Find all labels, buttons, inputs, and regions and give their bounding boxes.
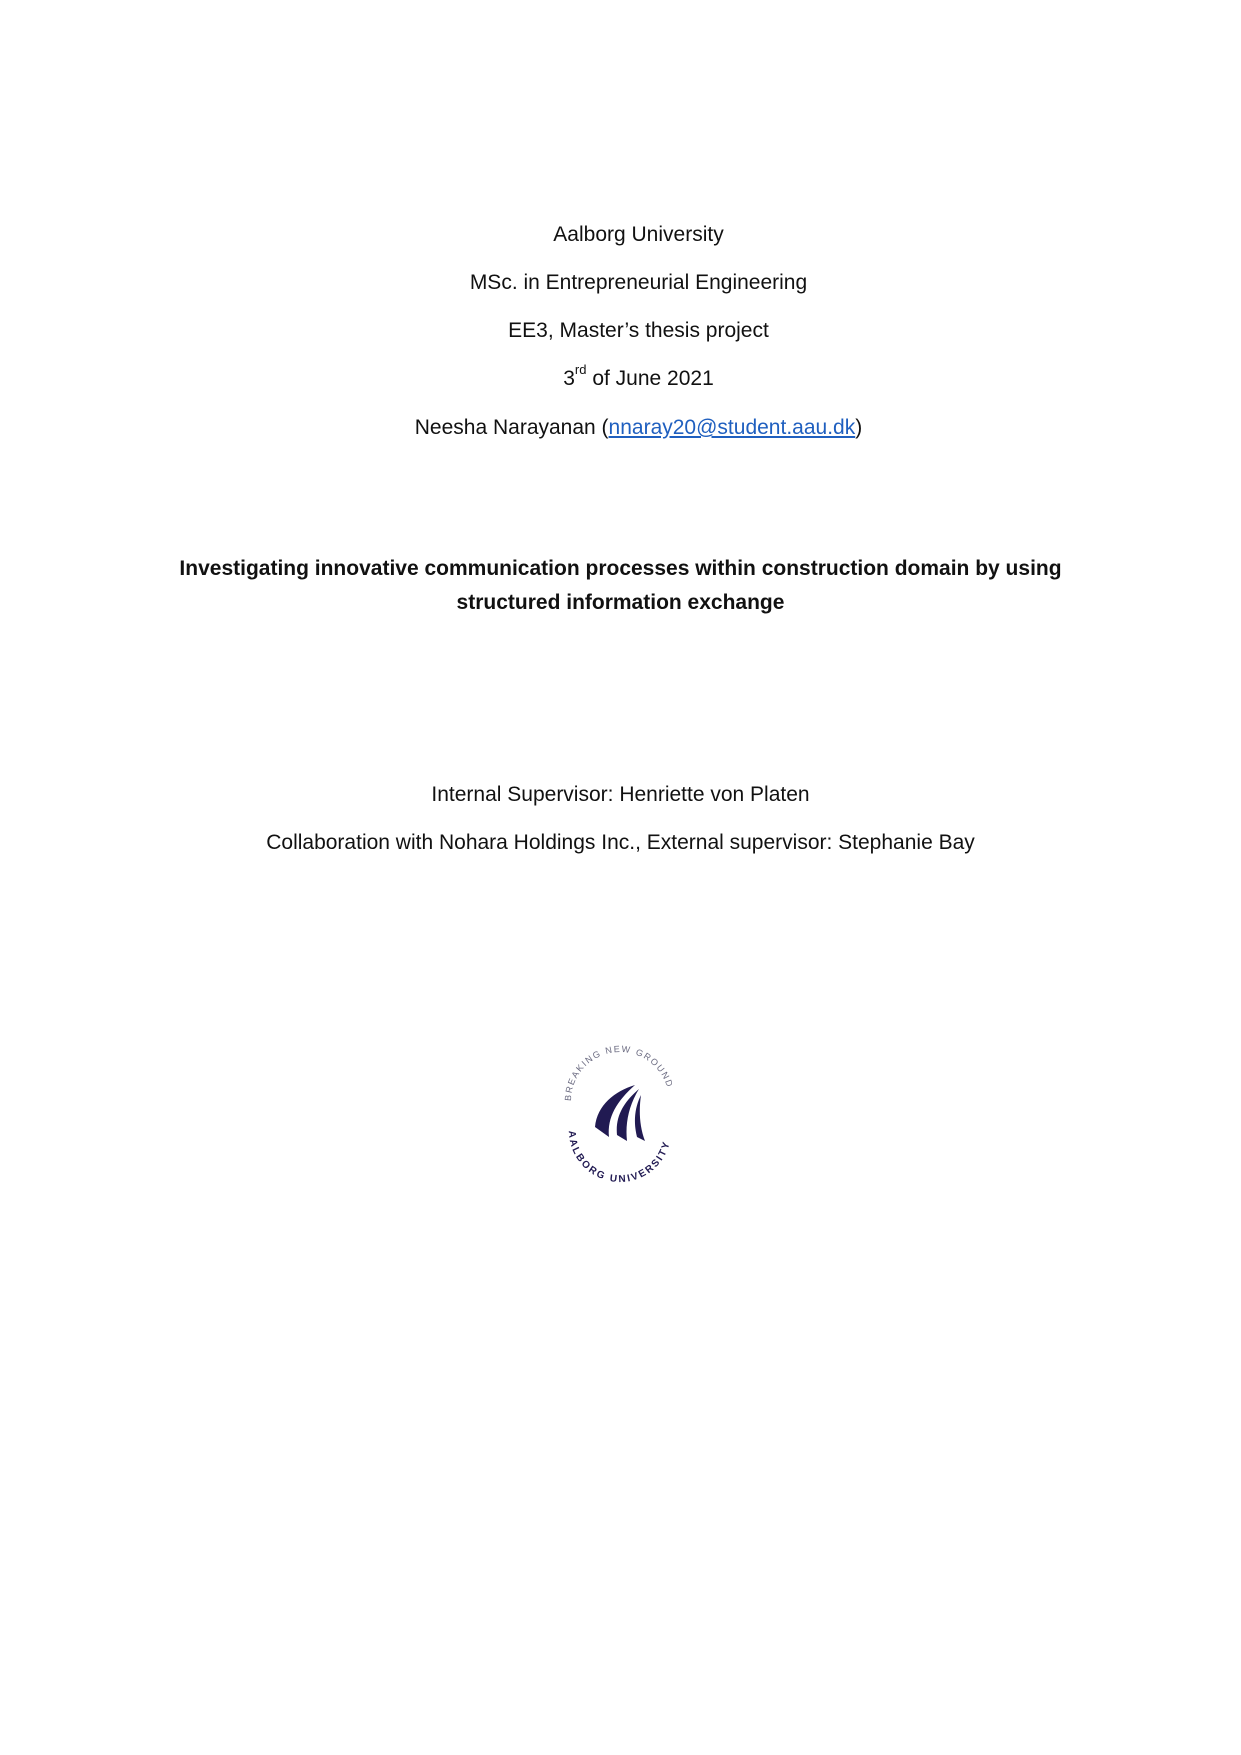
date-day: 3 [563,367,575,390]
svg-text:BREAKING NEW GROUND: BREAKING NEW GROUND [562,1045,676,1102]
author-close: ) [855,416,863,439]
author-email-link[interactable]: nnaray20@student.aau.dk [608,416,856,439]
author-line [18,413,1241,443]
date-suffix: rd [574,362,587,377]
university-name: Aalborg University [553,223,724,246]
author-name: Neesha Narayanan ( [414,416,609,439]
thesis-title-line-2: structured information exchange [456,591,785,614]
internal-supervisor: Internal Supervisor: Henriette von Platen [431,783,810,806]
program-name: MSc. in Entrepreneurial Engineering [469,271,808,294]
collaboration-line: Collaboration with Nohara Holdings Inc., External supervisor: Stephanie Bay [266,831,975,854]
aalborg-university-logo [555,1045,685,1185]
svg-text:AALBORG UNIVERSITY: AALBORG UNIVERSITY [565,1130,673,1185]
project-name: EE3, Master’s thesis project [508,319,769,342]
submission-date [18,364,1241,394]
waves-icon [595,1085,645,1141]
thesis-title-line-1: Investigating innovative communication processes within construction domain by using [179,557,1062,580]
date-rest: of June 2021 [586,367,714,390]
